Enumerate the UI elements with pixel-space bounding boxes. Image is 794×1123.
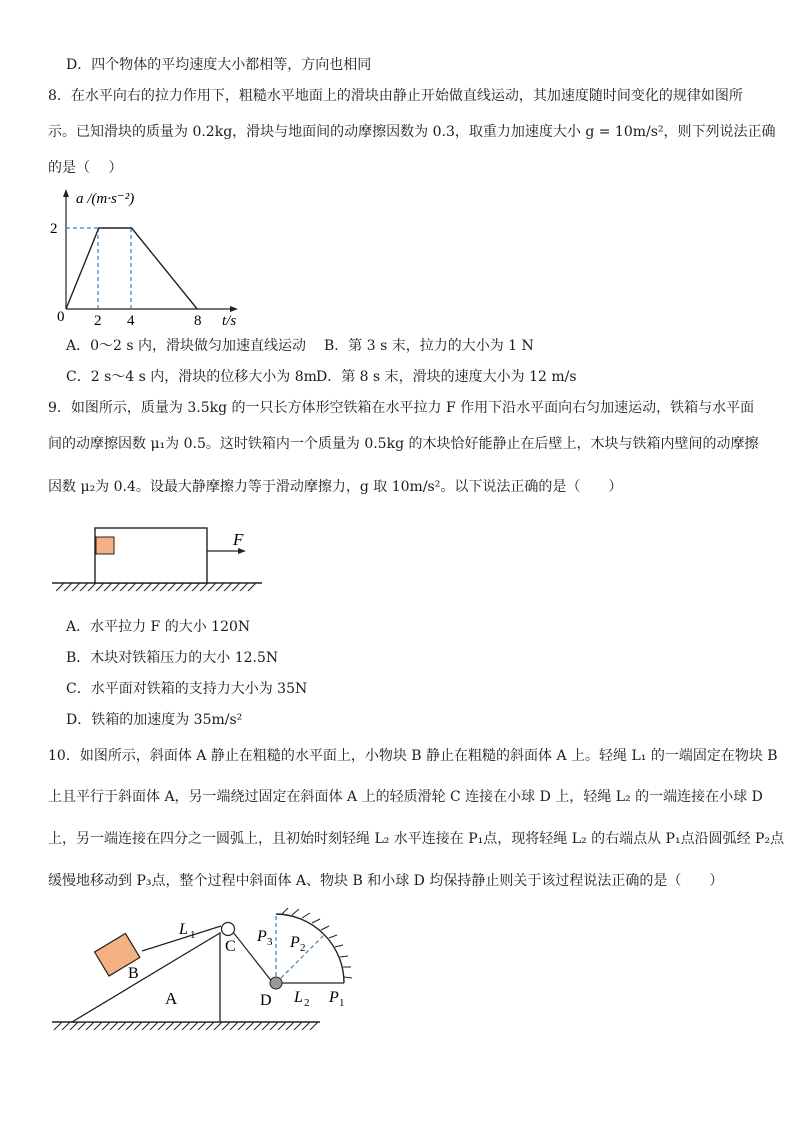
q10-stem-line2: 上且平行于斜面体 A，另一端绕过固定在斜面体 A 上的轻质滑轮 C 连接在小球 D 上，轻绳 L₂ 的一端连接在小球 D: [48, 789, 763, 805]
q9-ground-hatch: [56, 583, 256, 591]
q7-option-d: D．四个物体的平均速度大小都相等，方向也相同: [66, 57, 372, 73]
q8-xtick-4: 4: [127, 313, 135, 327]
q9-option-d: D．铁箱的加速度为 35m/s²: [66, 712, 243, 728]
q10-label-d: D: [260, 992, 272, 1009]
q8-xlabel: t/s: [222, 313, 237, 327]
q9-stem-line2: 间的动摩擦因数 μ₁为 0.5。这时铁箱内一个质量为 0.5kg 的木块恰好能静止在后壁上，木块与铁箱内壁间的动摩擦: [48, 436, 759, 452]
q9-wood-block: [96, 537, 114, 554]
q8-y-axis-arrow: [63, 189, 69, 197]
q9-option-a: A．水平拉力 F 的大小 120N: [66, 619, 251, 635]
q9-option-b: B．木块对铁箱压力的大小 12.5N: [66, 650, 279, 666]
q8-option-b: B．第 3 s 末，拉力的大小为 1 N: [324, 338, 534, 354]
q8-option-d: D．第 8 s 末，滑块的速度大小为 12 m/s: [316, 369, 577, 385]
q8-series-line: [66, 228, 197, 309]
q10-ball-d: [270, 977, 282, 989]
q9-force-label: F: [233, 530, 244, 549]
q10-label-p2: P: [290, 934, 300, 951]
q8-xtick-2: 2: [94, 313, 102, 327]
q10-label-l1-sub: 1: [190, 929, 196, 941]
q9-option-c: C．水平面对铁箱的支持力大小为 35N: [66, 681, 308, 697]
q8-option-a: A．0～2 s 内，滑块做匀加速直线运动: [66, 338, 307, 354]
q10-incline-a: [72, 933, 220, 1022]
q10-label-p3: P: [257, 928, 267, 945]
q8-x-axis-arrow: [230, 306, 238, 312]
q8-stem-line1: 8．在水平向右的拉力作用下，粗糙水平地面上的滑块由静止开始做直线运动，其加速度随时间变化的规律如图所: [48, 88, 743, 104]
q9-stem-line1: 9．如图所示，质量为 3.5kg 的一只长方体形空铁箱在水平拉力 F 作用下沿水平面向右匀加速运动，铁箱与水平面: [48, 400, 755, 416]
q10-label-a: A: [165, 989, 178, 1008]
q8-xtick-8: 8: [194, 313, 202, 327]
q10-label-p1-sub: 1: [339, 997, 345, 1009]
q9-iron-box-figure: [50, 520, 265, 596]
q10-label-p1: P: [329, 989, 339, 1006]
q10-label-l1: L: [179, 921, 188, 938]
q8-stem-line3: 的是（ ）: [48, 160, 123, 176]
q10-stem-line3: 上，另一端连接在四分之一圆弧上，且初始时刻轻绳 L₂ 水平连接在 P₁点，现将轻绳 L₂ 的右端点从 P₁点沿圆弧经 P₂点: [48, 831, 785, 847]
q10-label-p3-sub: 3: [267, 936, 273, 948]
q10-label-l2-sub: 2: [304, 997, 310, 1009]
q8-acceleration-graph: [48, 185, 258, 327]
q10-ground-hatch: [54, 1022, 318, 1030]
q10-label-b: B: [128, 965, 139, 982]
q8-stem-line2: 示。已知滑块的质量为 0.2kg，滑块与地面间的动摩擦因数为 0.3，取重力加速度大小 g = 10m/s²，则下列说法正确: [48, 124, 776, 140]
q9-iron-box: [95, 528, 207, 583]
q8-origin: 0: [57, 309, 65, 325]
q8-ylabel: a /(m·s⁻²): [76, 191, 135, 207]
q10-stem-line1: 10．如图所示，斜面体 A 静止在粗糙的水平面上，小物块 B 静止在粗糙的斜面体 A 上。轻绳 L₁ 的一端固定在物块 B: [48, 748, 778, 764]
q9-stem-line3: 因数 μ₂为 0.4。设最大静摩擦力等于滑动摩擦力，g 取 10m/s²。以下说法正确的是（ ）: [48, 479, 623, 495]
q10-pulley-c: [222, 923, 235, 936]
q10-label-l2: L: [294, 989, 303, 1006]
q10-stem-line4: 缓慢地移动到 P₃点，整个过程中斜面体 A、物块 B 和小球 D 均保持静止则关于该过程说法正确的是（ ）: [48, 873, 724, 889]
q10-incline-figure: [48, 905, 358, 1035]
q8-ytick-2: 2: [50, 221, 58, 237]
q8-option-c: C．2 s～4 s 内，滑块的位移大小为 8m: [66, 369, 317, 385]
q10-label-p2-sub: 2: [300, 942, 306, 954]
q10-label-c: C: [225, 938, 236, 955]
